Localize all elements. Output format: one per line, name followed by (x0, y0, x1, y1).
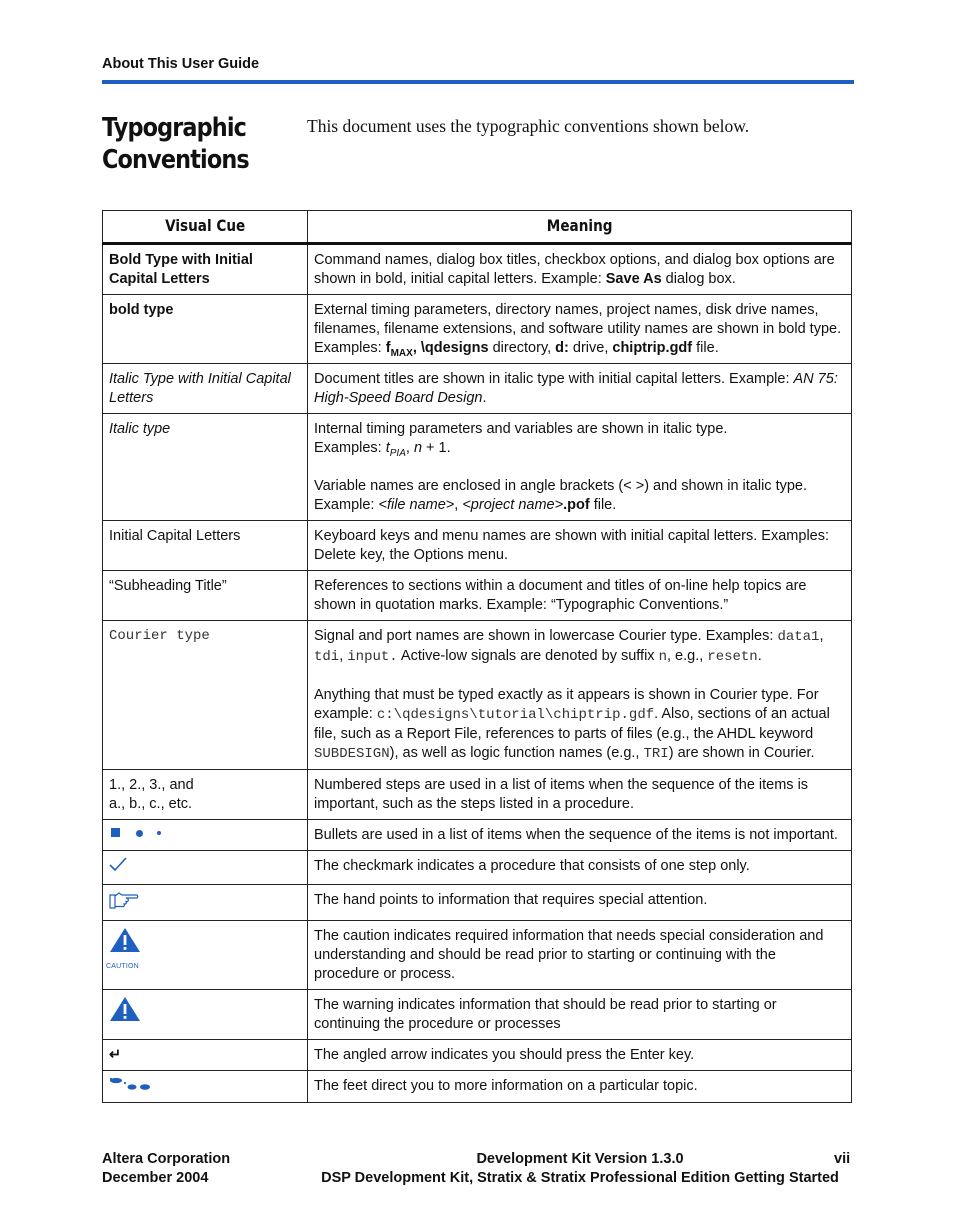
table-row (103, 1071, 852, 1103)
header-meaning: Meaning (308, 211, 852, 244)
footer-version: Development Kit Version 1.3.0 (476, 1151, 684, 1167)
table-row (103, 885, 852, 921)
meaning-cell: The feet direct you to more information on a particular topic. (308, 1071, 852, 1103)
cue-cell (103, 885, 308, 921)
caution-icon (109, 927, 141, 953)
meaning-cell: Internal timing parameters and variables are shown in italic type. Examples: $t_{PIA}$, n + 1. Variable names are enclosed in angle brackets (< >) and shown in italic type. Example: <file name>, <project name>.pof file. (308, 414, 852, 521)
header-visual-cue: Visual Cue (103, 211, 308, 244)
cue-cell (103, 921, 308, 990)
cue-cell (103, 990, 308, 1040)
intro-paragraph: This document uses the typographic conventions shown below. (307, 116, 750, 136)
footer-doc-title: DSP Development Kit, Stratix & Stratix Professional Edition Getting Started (321, 1170, 839, 1186)
small-dot-bullet-icon (157, 831, 161, 835)
footer-center (312, 1150, 851, 1188)
meaning-cell: Command names, dialog box titles, checkbox options, and dialog box options are shown in bold, initial capital letters. Example: Save As dialog box. (308, 244, 852, 295)
table-row (103, 820, 852, 851)
section-title-line1: Typographic (102, 113, 247, 143)
table-row (103, 770, 852, 820)
cue-cell: Initial Capital Letters (103, 521, 308, 571)
page-number: vii (834, 1151, 851, 1167)
meaning-cell: The hand points to information that requires special attention. (308, 885, 852, 921)
section-title-line2: Conventions (102, 145, 249, 175)
square-bullet-icon (111, 828, 120, 837)
warning-icon (109, 996, 141, 1022)
table-row (103, 1040, 852, 1071)
cue-cell: Bold Type with Initial Capital Letters (103, 244, 308, 295)
checkmark-icon (109, 857, 127, 873)
enter-arrow-icon: ↵ (109, 1047, 122, 1063)
footer-date: December 2004 (102, 1170, 209, 1186)
cue-cell: Italic type (103, 414, 308, 521)
cue-cell: bold type (103, 295, 308, 364)
meaning-cell: The warning indicates information that should be read prior to starting or continuing the procedure or processes (308, 990, 852, 1040)
meaning-cell: The angled arrow indicates you should press the Enter key. (308, 1040, 852, 1071)
cue-cell: 1., 2., 3., and a., b., c., etc. (103, 770, 308, 820)
table-row (103, 921, 852, 990)
meaning-cell: The caution indicates required information that needs special consideration and understanding and should be read prior to starting or continuing with the procedure or process. (308, 921, 852, 990)
cue-cell (103, 1040, 308, 1071)
meaning-cell: Bullets are used in a list of items when the sequence of the items is not important. (308, 820, 852, 851)
running-head: About This User Guide (102, 56, 260, 72)
cue-cell: Courier type (103, 621, 308, 770)
table-row (103, 990, 852, 1040)
cue-cell: Italic Type with Initial Capital Letters (103, 364, 308, 414)
section-title (102, 112, 265, 176)
table-header-row (103, 211, 852, 244)
table-row (103, 295, 852, 364)
meaning-cell: Document titles are shown in italic type with initial capital letters. Example: AN 75: High-Speed Board Design. (308, 364, 852, 414)
meaning-cell: References to sections within a document and titles of on-line help topics are shown in quotation marks. Example: “Typographic Conventions.” (308, 571, 852, 621)
footer-left (102, 1150, 230, 1188)
meaning-cell: Numbered steps are used in a list of items when the sequence of the items is important, such as the steps listed in a procedure. (308, 770, 852, 820)
table-row (103, 521, 852, 571)
cue-cell: “Subheading Title” (103, 571, 308, 621)
meaning-cell: External timing parameters, directory names, project names, disk drive names, filenames, filename extensions, and software utility names are shown in bold type. Examples: $f_{MAX}$, \qdesigns directory, d: drive, chiptrip.gdf file. (308, 295, 852, 364)
table-row (103, 244, 852, 295)
cue-cell (103, 1071, 308, 1103)
large-dot-bullet-icon (136, 830, 143, 837)
header-rule (102, 80, 854, 84)
footer-publisher: Altera Corporation (102, 1151, 231, 1167)
conventions-table (102, 210, 852, 1103)
table-row (103, 571, 852, 621)
table-row (103, 364, 852, 414)
cue-cell (103, 851, 308, 885)
meaning-cell: Signal and port names are shown in lowercase Courier type. Examples: data1, tdi, input. Active-low signals are denoted by suffix n, e.g., resetn. Anything that must be typed exactly as it appears is shown in Courier type. For example: c:\qdesigns\tutorial\chiptrip.gdf. Also, sections of an actual file, such as a Report File, references to parts of files (e.g., the AHDL keyword SUBDESIGN), as well as logic function names (e.g., TRI) are shown in Courier. (308, 621, 852, 770)
cue-cell (103, 820, 308, 851)
table-row (103, 414, 852, 521)
meaning-cell: The checkmark indicates a procedure that consists of one step only. (308, 851, 852, 885)
pointing-hand-icon (109, 891, 139, 909)
meaning-cell: Keyboard keys and menu names are shown with initial capital letters. Examples: Delete key, the Options menu. (308, 521, 852, 571)
feet-icon (109, 1077, 151, 1091)
table-row (103, 621, 852, 770)
table-row (103, 851, 852, 885)
caution-label: CAUTION (106, 963, 139, 970)
